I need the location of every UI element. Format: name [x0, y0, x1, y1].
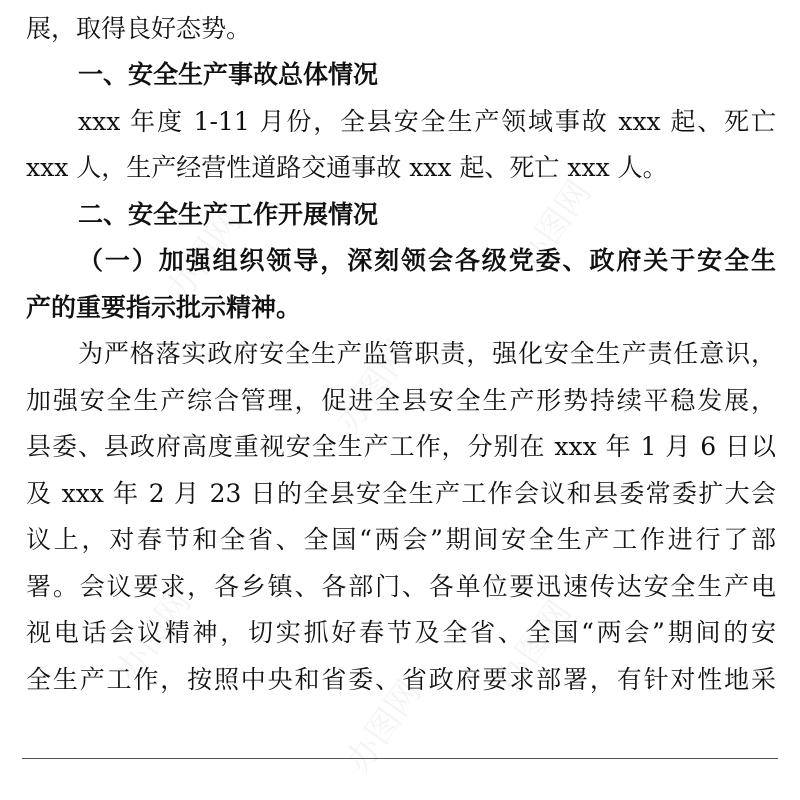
paragraph-line: 署。会议要求，各乡镇、各部门、各单位要迅速传达安全生产电	[26, 572, 776, 601]
watermark: 办图网	[328, 333, 420, 440]
paragraph-line: 议上，对春节和全省、全国“两会”期间安全生产工作进行了部	[26, 525, 776, 554]
section-heading: 一、安全生产事故总体情况	[78, 60, 379, 89]
paragraph-line: 县委、县政府高度重视安全生产工作，分别在 xxx 年 1 月 6 日以	[26, 432, 776, 461]
watermark: 办图网	[488, 593, 580, 700]
watermark: 办图网	[338, 673, 430, 780]
subsection-heading: （一）加强组织领导，深刻领会各级党委、政府关于安全生	[78, 246, 776, 275]
paragraph-line: 展，取得良好态势。	[26, 14, 252, 43]
watermark: 办图网	[508, 173, 600, 280]
paragraph-line: 及 xxx 年 2 月 23 日的全县安全生产工作会议和县委常委扩大会	[26, 479, 776, 508]
section-heading: 二、安全生产工作开展情况	[78, 200, 379, 229]
paragraph-line: 全生产工作，按照中央和省委、省政府要求部署，有针对性地采	[26, 665, 776, 694]
paragraph-line: 为严格落实政府安全生产监管职责，强化安全生产责任意识，	[78, 339, 776, 368]
footer-divider	[22, 758, 778, 759]
paragraph-line: xxx 人，生产经营性道路交通事故 xxx 起、死亡 xxx 人。	[26, 153, 668, 182]
watermark: 办图网	[108, 583, 200, 690]
paragraph-line: 视电话会议精神，切实抓好春节及全省、全国“两会”期间的安	[26, 618, 776, 647]
paragraph-line: xxx 年度 1-11 月份，全县安全生产领域事故 xxx 起、死亡	[78, 107, 776, 136]
watermark: 办图网	[158, 203, 250, 310]
subsection-heading: 产的重要指示批示精神。	[26, 293, 302, 322]
paragraph-line: 加强安全生产综合管理，促进全县安全生产形势持续平稳发展，	[26, 386, 776, 415]
